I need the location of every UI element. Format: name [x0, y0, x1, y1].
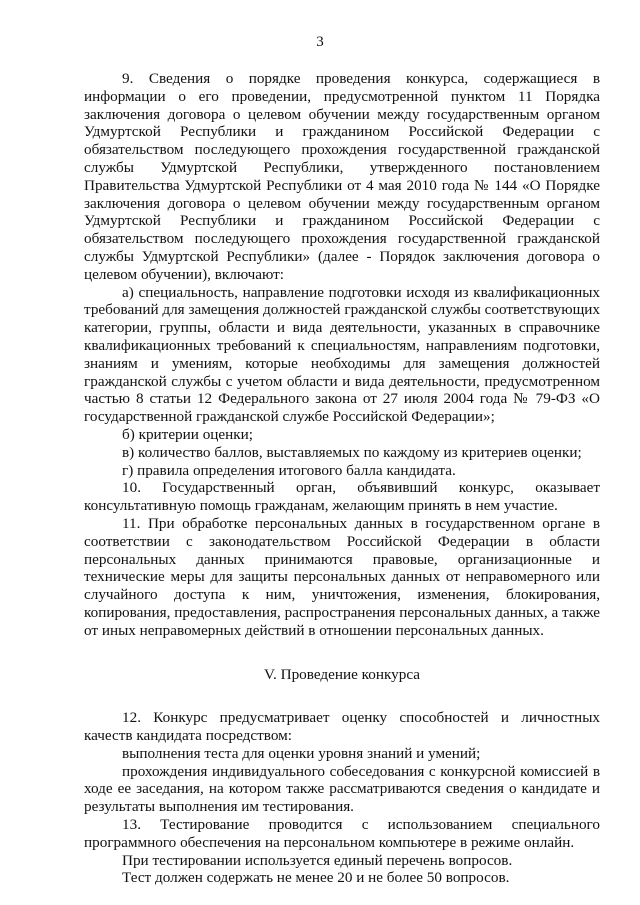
paragraph-9v: в) количество баллов, выставляемых по каждому из критериев оценки;	[122, 443, 582, 461]
section-heading: V. Проведение конкурса	[264, 665, 420, 683]
paragraph-9b: б) критерии оценки;	[122, 425, 254, 443]
paragraph-13: 13. Тестирование проводится с использованием специального программного обеспечения на персональном компьютере в режиме онлайн.	[84, 816, 600, 851]
paragraph-12-item-1: выполнения теста для оценки уровня знаний и умений;	[122, 744, 481, 762]
document-body	[84, 70, 600, 887]
paragraph-11: 11. При обработке персональных данных в государственном органе в соответствии с законодательством Российской Федерации в области персональных данных принимаются правовые, организационные и технические меры для защиты персональных данных от неправомерного или случайного доступа к ним, уничтожения, изменения, блокирования, копирования, предоставления, распространения персональных данных, а также от иных неправомерных действий в отношении персональных данных.	[84, 514, 600, 639]
page-number: 3	[316, 34, 324, 50]
paragraph-12: 12. Конкурс предусматривает оценку способностей и личностных качеств кандидата посредством:	[84, 709, 600, 745]
paragraph-10: 10. Государственный орган, объявивший конкурс, оказывает консультативную помощь гражданам, желающим принять в нем участие.	[84, 479, 600, 515]
paragraph-9g: г) правила определения итогового балла кандидата.	[122, 461, 456, 479]
paragraph-12-item-2: прохождения индивидуального собеседования с конкурсной комиссией в ходе ее заседания, на котором также рассматриваются сведения о кандидате и результаты выполнения им тестирования.	[84, 762, 600, 816]
paragraph-9: 9. Сведения о порядке проведения конкурса, содержащиеся в информации о его проведении, предусмотренной пунктом 11 Порядка заключения договора о целевом обучении между государственным органом Удмуртской Республики и гражданином Российской Федерации с обязательством последующего прохождения государственной гражданской службы Удмуртской Республики, утвержденного постановлением Правительства Удмуртской Республики от 4 мая 2010 года № 144 «О Порядке заключения договора о целевом обучении между государственным органом Удмуртской Республики и гражданином Российской Федерации с обязательством последующего прохождения государственной гражданской службы Удмуртской Республики» (далее - Порядок заключения договора о целевом обучении), включают:	[84, 70, 600, 283]
paragraph-13-test-size: Тест должен содержать не менее 20 и не более 50 вопросов.	[122, 869, 510, 887]
paragraph-13-questions: При тестировании используется единый перечень вопросов.	[122, 851, 513, 869]
paragraph-9a: а) специальность, направление подготовки исходя из квалификационных требований для замещения должностей гражданской службы соответствующих категории, группы, области и вида деятельности, указанных в справочнике квалификационных требований к специальностям, направлениям подготовки, знаниям и умениям, которые необходимы для замещения должностей гражданской службы с учетом области и вида деятельности, предусмотренном частью 8 статьи 12 Федерального закона от 27 июля 2004 года № 79-ФЗ «О государственной гражданской службе Российской Федерации»;	[84, 283, 601, 426]
